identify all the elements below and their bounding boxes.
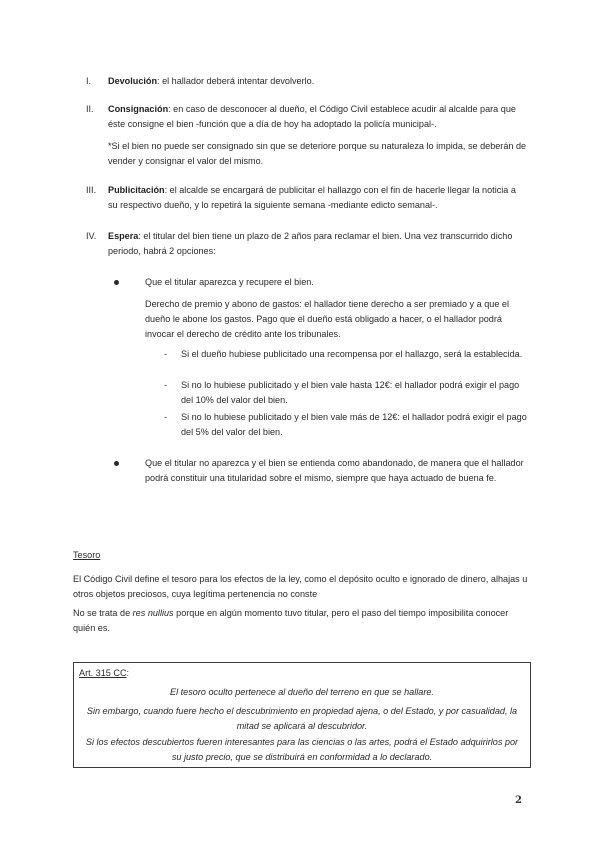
bullet-icon xyxy=(114,280,119,285)
dash-marker: - xyxy=(164,380,168,390)
article-line-2: Sin embargo, cuando fuere hecho el descubrimiento en propiedad ajena, o del Estado, y por casualidad, la mitad se aplicará al descubridor. xyxy=(86,706,518,731)
subitem-text: Si el dueño hubiese publicitado una recompensa por el hallazgo, será la establecida. xyxy=(181,349,523,359)
list-number: III. xyxy=(86,185,97,195)
term-espera: Espera xyxy=(108,231,139,241)
list-item-body xyxy=(108,229,528,259)
para-italic-term: res nullius xyxy=(132,608,174,618)
list-item-text: : el titular del bien tiene un plazo de 2 años para reclamar el bien. Una vez transcurrido dicho periodo, habrá 2 opciones: xyxy=(108,231,513,256)
option-text: Que el titular no aparezca y el bien se entienda como abandonado, de manera que el hallador podrá constituir una titularidad sobre el mismo, siempre que haya actuado de buena fe. xyxy=(145,458,524,483)
article-line-3: Si los efectos descubiertos fueren interesantes para las ciencias o las artes, podrá el Estado adquirirlos por su justo precio, que se distribuirá en conformidad a lo declarado. xyxy=(85,737,519,762)
subitem-text: Si no lo hubiese publicitado y el bien vale más de 12€: el hallador podrá exigir el pago del 5% del valor del bien. xyxy=(181,412,527,437)
list-item-text: : el alcalde se encargará de publicitar el hallazgo con el fin de hacerle llegar la noticia a su respectivo dueño, y lo repetirá la siguiente semana -mediante edicto semanal-. xyxy=(108,185,516,210)
article-line-1: El tesoro oculto pertenece al dueño del terreno en que se hallare. xyxy=(170,687,434,697)
option-text: Que el titular aparezca y recupere el bien. xyxy=(145,277,314,287)
para-text: porque en algún momento tuvo titular, pero el paso del tiempo imposibilita conocer quién es. xyxy=(73,608,509,633)
option-body xyxy=(145,456,530,486)
article-reference: Art. 315 CC xyxy=(79,668,127,678)
dash-marker: - xyxy=(164,349,168,359)
article-colon: : xyxy=(126,668,130,678)
bullet-icon xyxy=(114,461,119,466)
list-item-text: : el hallador deberá intentar devolverlo. xyxy=(157,76,315,86)
option-body xyxy=(145,275,530,342)
article-title xyxy=(79,666,129,681)
article-box xyxy=(73,662,531,768)
tesoro-paragraph-1: El Código Civil define el tesoro para los efectos de la ley, como el depósito oculto e ignorado de dinero, alhajas u otros objetos preciosos, cuya legítima pertenencia no conste xyxy=(73,574,528,599)
list-item-text: : en caso de desconocer al dueño, el Código Civil establece acudir al alcalde para que éste consigne el bien -función que a día de hoy ha adoptado la policía municipal-. xyxy=(108,104,516,129)
term-publicitacion: Publicitación xyxy=(108,185,165,195)
list-item-body xyxy=(108,74,528,89)
list-number: II. xyxy=(86,104,94,114)
page-number: 2 xyxy=(515,795,522,806)
option-detail: Derecho de premio y abono de gastos: el hallador tiene derecho a ser premiado y a que el dueño le abone los gastos. Pago que el dueño está obligado a hacer, o el hallador podrá invocar el derecho de crédito ante los tribunales. xyxy=(145,299,509,339)
section-heading-tesoro: Tesoro xyxy=(73,550,101,560)
list-item-body xyxy=(108,102,528,169)
term-devolucion: Devolución xyxy=(108,76,158,86)
para-text: No se trata de xyxy=(73,608,133,618)
list-number: IV. xyxy=(86,231,97,241)
list-item-body xyxy=(108,183,528,213)
term-consignacion: Consignación xyxy=(108,104,169,114)
list-number: I. xyxy=(86,76,92,86)
dash-marker: - xyxy=(164,412,168,422)
subitem-text: Si no lo hubiese publicitado y el bien vale hasta 12€: el hallador podrá exigir el pago del 10% del valor del bien. xyxy=(181,380,520,405)
tesoro-paragraph-2 xyxy=(73,606,533,636)
consignacion-note: *Si el bien no puede ser consignado sin que se deteriore porque su naturaleza lo impida, se deberán de vender y consignar el valor del mismo. xyxy=(108,141,527,166)
